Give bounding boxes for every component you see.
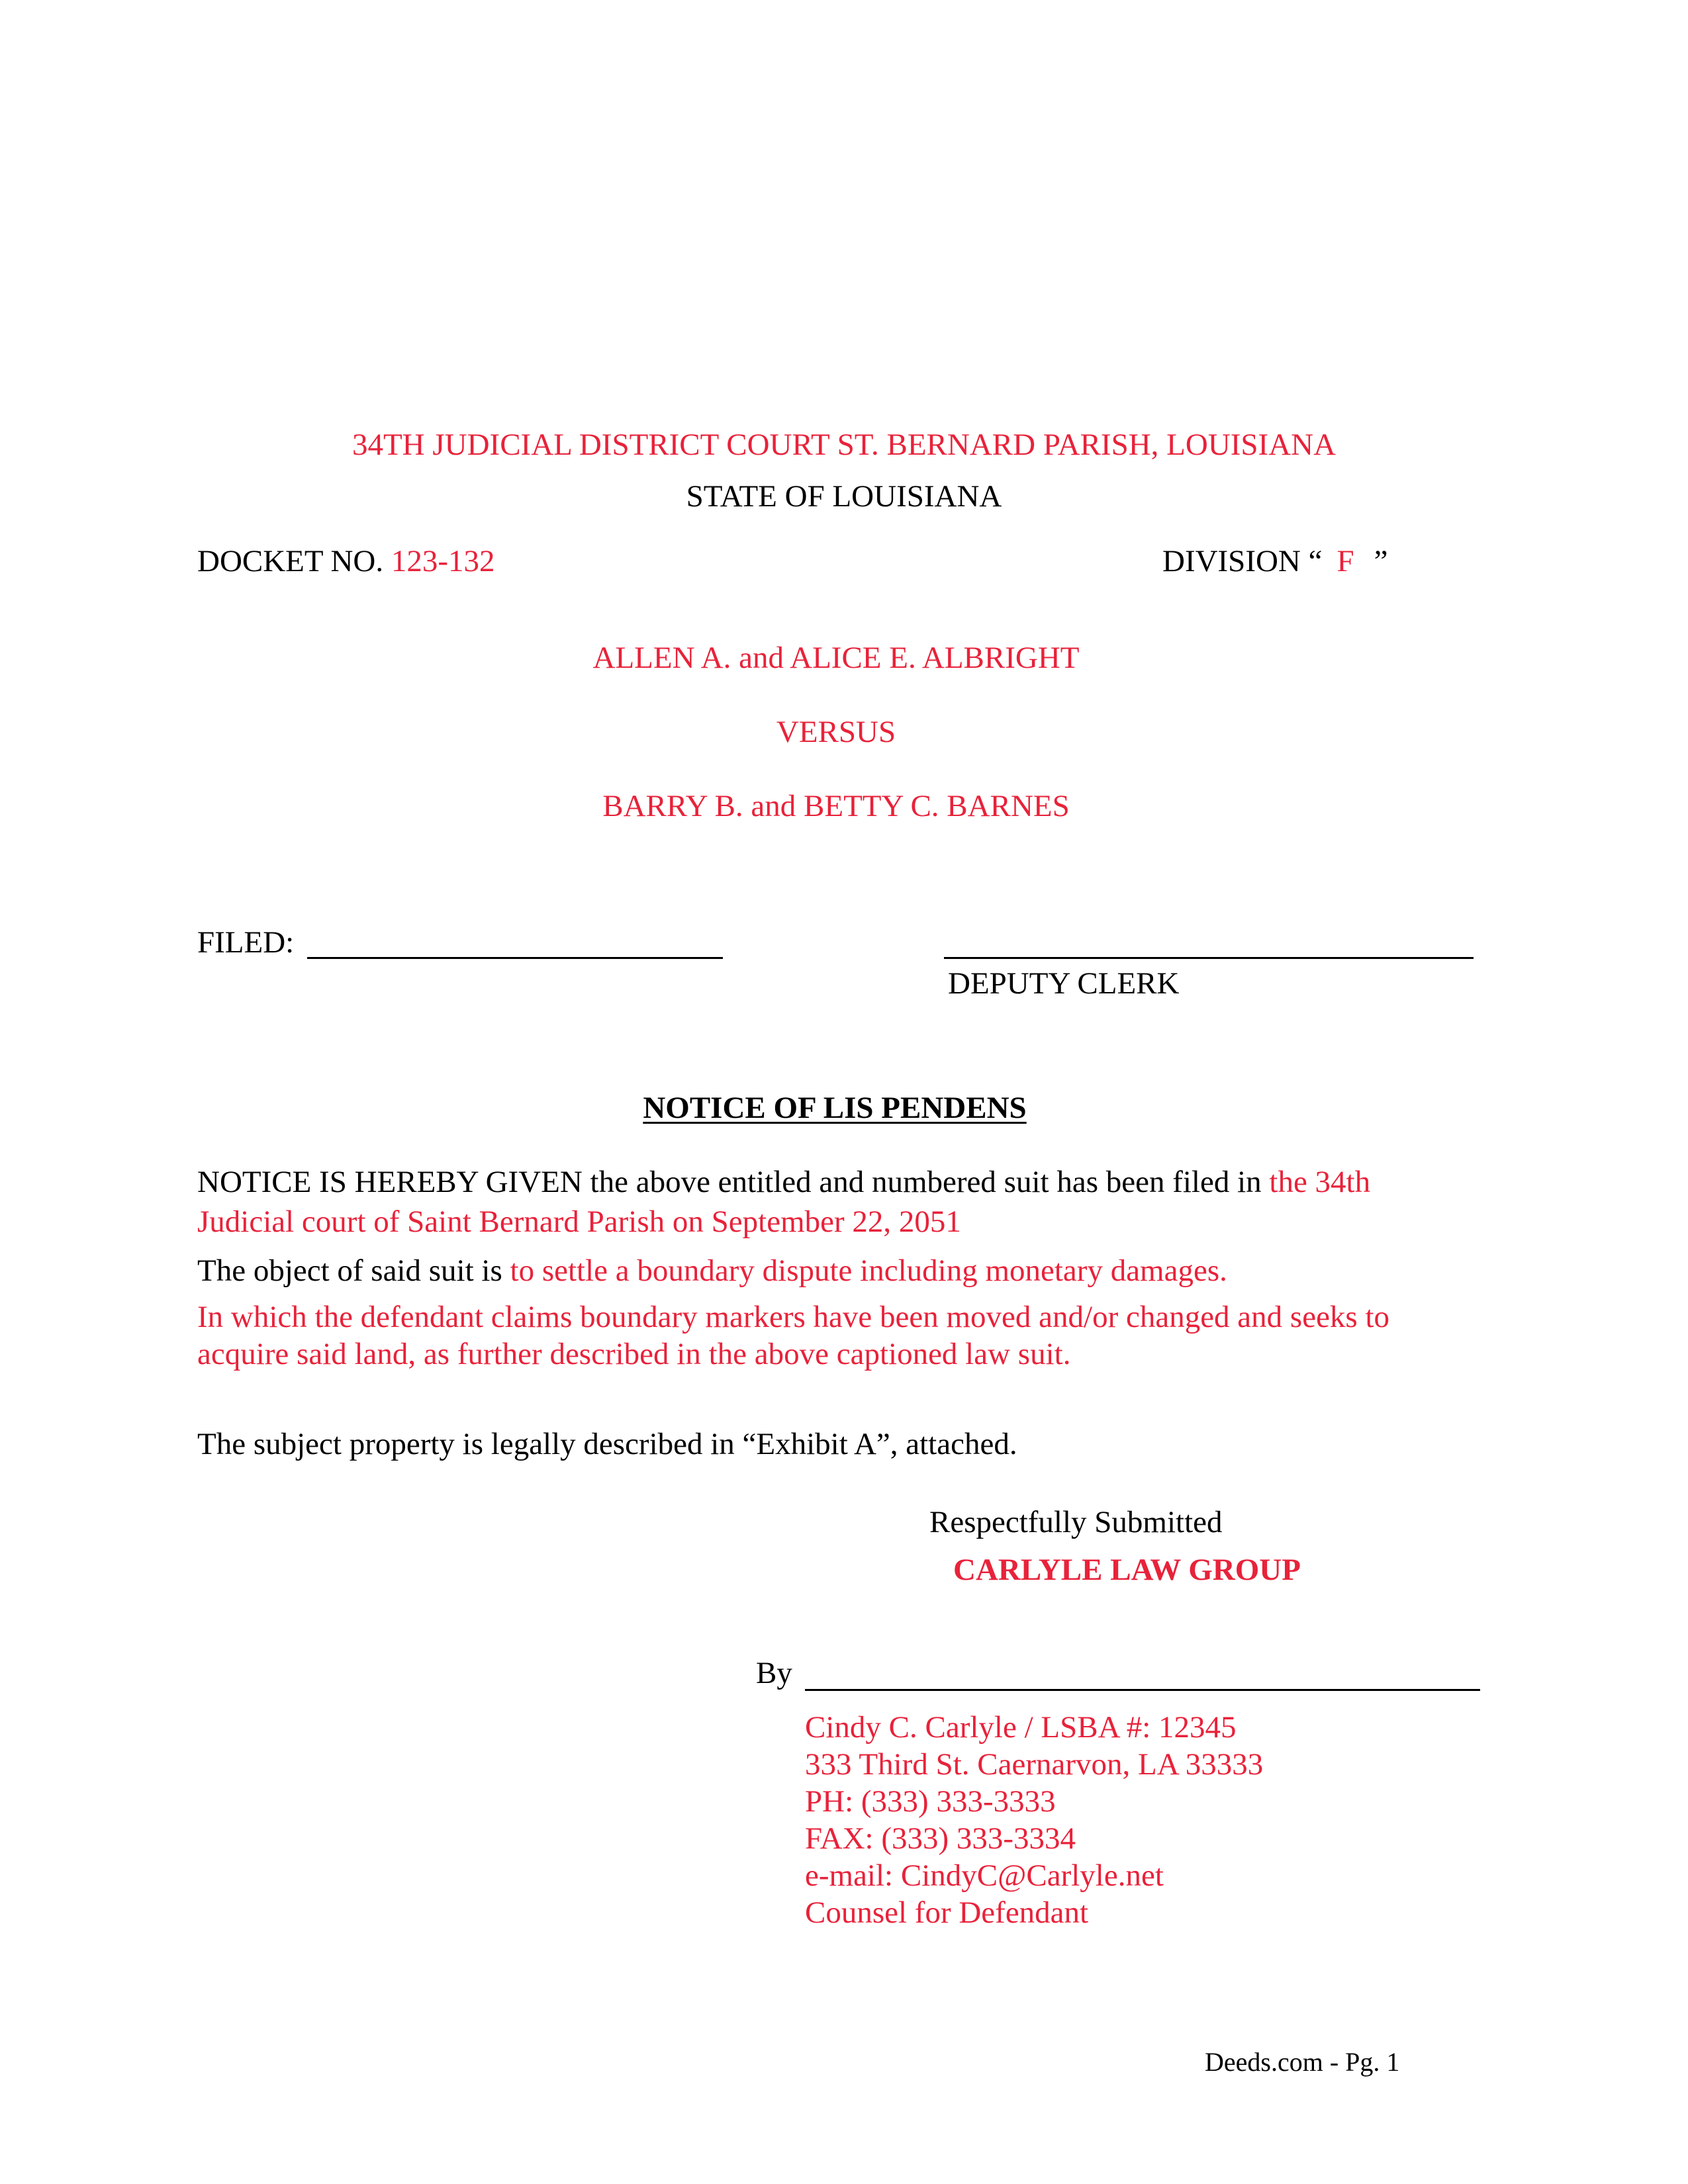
division-value: F bbox=[1336, 544, 1354, 578]
page-footer: Deeds.com - Pg. 1 bbox=[1205, 2047, 1400, 2077]
object-line bbox=[197, 1252, 1227, 1289]
attorney-email: e-mail: CindyC@Carlyle.net bbox=[805, 1858, 1164, 1893]
notice-given-court-a: the 34th bbox=[1269, 1165, 1371, 1199]
docket-row bbox=[197, 543, 495, 580]
claim-line-1: In which the defendant claims boundary markers have been moved and/or changed and seeks to bbox=[197, 1300, 1390, 1334]
notice-given-court-b: Judicial court of Saint Bernard Parish on September 22, 2051 bbox=[197, 1205, 961, 1239]
division-label: DIVISION “ bbox=[1162, 544, 1323, 578]
docket-label: DOCKET NO. bbox=[197, 544, 384, 578]
filed-signature-line bbox=[307, 957, 723, 959]
court-name: 34TH JUDICIAL DISTRICT COURT ST. BERNARD PARISH, LOUISIANA bbox=[352, 428, 1336, 462]
division-row bbox=[1162, 543, 1388, 580]
attorney-phone: PH: (333) 333-3333 bbox=[805, 1784, 1056, 1819]
division-close: ” bbox=[1374, 544, 1388, 578]
notice-title bbox=[0, 1089, 1679, 1126]
attorney-fax: FAX: (333) 333-3334 bbox=[805, 1821, 1076, 1856]
attorney-role: Counsel for Defendant bbox=[805, 1895, 1089, 1930]
docket-number: 123-132 bbox=[391, 544, 495, 578]
notice-given-text: NOTICE IS HEREBY GIVEN the above entitled and numbered suit has been filed in bbox=[197, 1165, 1262, 1199]
object-label: The object of said suit is bbox=[197, 1253, 502, 1288]
by-label: By bbox=[756, 1656, 792, 1690]
attorney-name: Cindy C. Carlyle / LSBA #: 12345 bbox=[805, 1710, 1237, 1745]
law-firm-name: CARLYLE LAW GROUP bbox=[953, 1553, 1301, 1587]
deputy-clerk-label: DEPUTY CLERK bbox=[948, 966, 1180, 1001]
respectfully-submitted: Respectfully Submitted bbox=[929, 1505, 1223, 1539]
plaintiff-names: ALLEN A. and ALICE E. ALBRIGHT bbox=[592, 641, 1080, 675]
notice-given-line bbox=[197, 1163, 1370, 1201]
notice-title-text: NOTICE OF LIS PENDENS bbox=[643, 1091, 1027, 1125]
attorney-address: 333 Third St. Caernarvon, LA 33333 bbox=[805, 1747, 1264, 1782]
property-description: The subject property is legally described in “Exhibit A”, attached. bbox=[197, 1427, 1017, 1461]
versus-label: VERSUS bbox=[776, 715, 896, 749]
filed-label: FILED: bbox=[197, 925, 295, 960]
defendant-names: BARRY B. and BETTY C. BARNES bbox=[602, 789, 1070, 823]
state-heading: STATE OF LOUISIANA bbox=[686, 479, 1002, 514]
attorney-signature-line bbox=[805, 1689, 1480, 1691]
deputy-clerk-signature-line bbox=[944, 957, 1474, 959]
object-value: to settle a boundary dispute including monetary damages. bbox=[510, 1253, 1227, 1288]
claim-line-2: acquire said land, as further described in the above captioned law suit. bbox=[197, 1337, 1071, 1371]
